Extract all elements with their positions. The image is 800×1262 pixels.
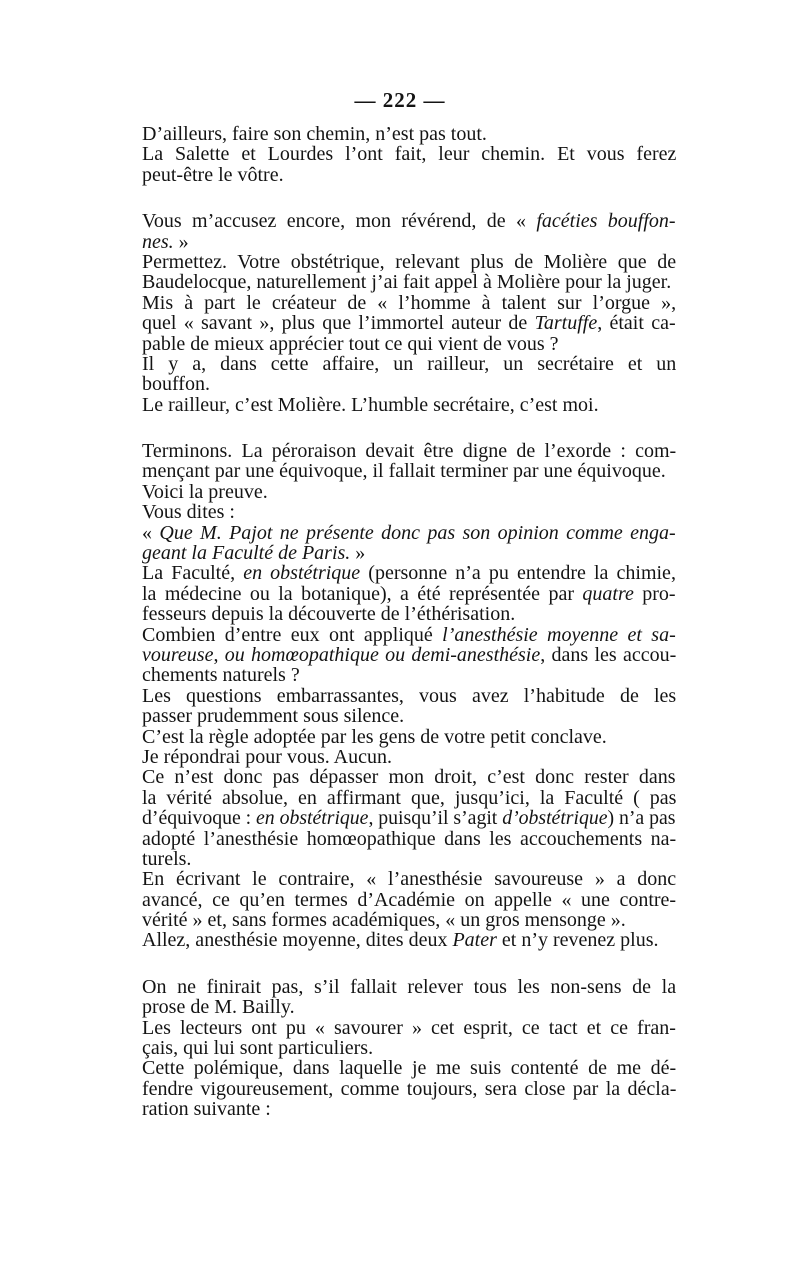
paragraph [142, 747, 676, 767]
text-run: bouffon. [142, 373, 210, 396]
text-run: » [173, 230, 189, 253]
paragraph [142, 767, 676, 869]
text-run: peut-être le vôtre. [142, 163, 284, 186]
text-run: La Salette et Lourdes l’ont fait, leur chemin. Et vous ferez [142, 143, 677, 166]
text-line [142, 890, 676, 910]
text-line [142, 252, 676, 272]
text-line [142, 441, 676, 461]
italic-run: quatre [582, 582, 634, 605]
italic-run: voureuse [142, 643, 214, 666]
text-run: turels. [142, 847, 192, 870]
text-run: , puisqu’il s’agit [368, 807, 503, 830]
text-line [142, 869, 676, 889]
paragraph [142, 395, 676, 415]
text-line [142, 502, 676, 522]
italic-run: Pater [452, 929, 497, 952]
paragraph [142, 563, 676, 624]
italic-run: l’anesthésie moyenne et sa- [442, 623, 676, 646]
text-run: çais, qui lui sont particuliers. [142, 1037, 374, 1060]
italic-run: en obstétrique [243, 562, 361, 585]
text-line [142, 1099, 676, 1119]
page-number: — 222 — [354, 88, 446, 112]
text-run: mençant par une équivoque, il fallait terminer par une équivoque. [142, 460, 666, 483]
text-line [142, 232, 676, 252]
italic-run: Tartuffe [534, 312, 598, 335]
text-run: Ce n’est donc pas dépasser mon droit, c’est donc rester dans [142, 766, 676, 789]
text-run: , [213, 643, 225, 666]
text-line [142, 788, 676, 808]
text-run: Terminons. La péroraison devait être digne de l’exorde : com- [142, 440, 677, 463]
italic-run: nes. [142, 230, 174, 253]
text-line [142, 482, 676, 502]
text-run: D’ailleurs, faire son chemin, n’est pas tout. [142, 123, 487, 145]
section-gap [142, 185, 676, 211]
text-run: ) n’a pas [607, 807, 676, 830]
text-line [142, 977, 676, 997]
text-run: la médecine ou la botanique), a été représentée par [142, 582, 583, 605]
text-line [142, 1079, 676, 1099]
paragraph [142, 252, 676, 293]
text-run: Combien d’entre eux ont appliqué [142, 623, 443, 646]
text-run: d’équivoque : [142, 807, 257, 830]
section-gap [142, 951, 676, 977]
text-line [142, 930, 676, 950]
body-text [142, 124, 676, 1120]
text-line [142, 997, 676, 1017]
text-run: quel « savant », plus que l’immortel auteur de [142, 312, 535, 335]
text-run: , était ca- [597, 312, 676, 335]
text-run: » [350, 542, 366, 565]
paragraph [142, 211, 676, 252]
italic-run: ou homœopathique ou demi-anesthésie [224, 643, 541, 666]
paragraph [142, 1018, 676, 1059]
paragraph [142, 686, 676, 727]
paragraph [142, 625, 676, 686]
text-run: En écrivant le contraire, « l’anesthésie savoureuse » a donc [142, 868, 677, 891]
italic-run: Que M. Pajot ne présente donc pas son opinion comme enga- [159, 521, 676, 544]
paragraph [142, 523, 676, 564]
paragraph [142, 977, 676, 1018]
text-line [142, 1058, 676, 1078]
text-line [142, 211, 676, 231]
text-line [142, 374, 676, 394]
text-run: Mis à part le créateur de « l’homme à talent sur l’orgue », [142, 291, 677, 314]
text-line [142, 523, 676, 543]
paragraph [142, 144, 676, 185]
text-line [142, 808, 676, 828]
text-run: « [142, 521, 160, 544]
paragraph [142, 354, 676, 395]
italic-run: facéties bouffon- [536, 210, 676, 233]
paragraph [142, 124, 676, 144]
text-line [142, 829, 676, 849]
text-run: vérité » et, sans formes académiques, « un gros mensonge ». [142, 909, 626, 932]
paragraph [142, 930, 676, 950]
text-run: la vérité absolue, en affirmant que, jusqu’ici, la Faculté ( pas [142, 786, 677, 809]
text-line [142, 165, 676, 185]
text-run: Il y a, dans cette affaire, un railleur, un secrétaire et un [142, 352, 677, 375]
text-run: fendre vigoureusement, comme toujours, sera close par la décla- [142, 1077, 677, 1100]
text-run: Je répondrai pour vous. Aucun. [142, 745, 392, 768]
text-line [142, 584, 676, 604]
text-line [142, 1018, 676, 1038]
text-run: , dans les accou- [540, 643, 677, 666]
text-line [142, 354, 676, 374]
text-run: chements naturels ? [142, 664, 300, 687]
text-line [142, 604, 676, 624]
text-run: Vous dites : [142, 501, 235, 524]
text-line [142, 849, 676, 869]
text-run: Baudelocque, naturellement j’ai fait appel à Molière pour la juger. [142, 271, 672, 294]
text-run: Les questions embarrassantes, vous avez l’habitude de les [142, 684, 677, 707]
paragraph [142, 1058, 676, 1119]
section-gap [142, 415, 676, 441]
text-line [142, 313, 676, 333]
text-run: adopté l’anesthésie homœopathique dans les accouchements na- [142, 827, 677, 850]
text-line [142, 293, 676, 313]
text-run: pable de mieux apprécier tout ce qui vient de vous ? [142, 332, 559, 355]
text-run: prose de M. Bailly. [142, 996, 295, 1019]
text-run: Les lecteurs ont pu « savourer » cet esprit, ce tact et ce fran- [142, 1016, 676, 1039]
text-run: Permettez. Votre obstétrique, relevant plus de Molière que de [142, 250, 677, 273]
text-run: avancé, ce qu’en termes d’Académie on appelle « une contre- [142, 888, 677, 911]
italic-run: geant la Faculté de Paris. [142, 542, 351, 565]
text-run: fesseurs depuis la découverte de l’éthérisation. [142, 603, 516, 626]
text-line [142, 334, 676, 354]
italic-run: d’obstétrique [502, 807, 608, 830]
text-line [142, 543, 676, 563]
text-line [142, 124, 676, 144]
italic-run: en obstétrique [256, 807, 369, 830]
text-line [142, 563, 676, 583]
paragraph [142, 502, 676, 522]
text-line [142, 727, 676, 747]
text-line [142, 144, 676, 164]
text-run: pro- [633, 582, 676, 605]
text-line [142, 747, 676, 767]
text-line [142, 910, 676, 930]
text-line [142, 767, 676, 787]
text-run: passer prudemment sous silence. [142, 705, 405, 728]
text-line [142, 1038, 676, 1058]
text-line [142, 686, 676, 706]
text-run: Vous m’accusez encore, mon révérend, de « [142, 210, 537, 233]
text-run: Cette polémique, dans laquelle je me suis contenté de me dé- [142, 1057, 677, 1080]
paragraph [142, 441, 676, 482]
text-line [142, 706, 676, 726]
text-run: C’est la règle adoptée par les gens de votre petit conclave. [142, 725, 607, 748]
text-line [142, 645, 676, 665]
text-run: (personne n’a pu entendre la chimie, [360, 562, 676, 585]
text-line [142, 665, 676, 685]
paragraph [142, 482, 676, 502]
paragraph [142, 727, 676, 747]
text-line [142, 625, 676, 645]
text-line [142, 272, 676, 292]
text-run: et n’y revenez plus. [496, 929, 659, 952]
text-run: ration suivante : [142, 1098, 271, 1121]
paragraph [142, 869, 676, 930]
text-run: Voici la preuve. [142, 480, 268, 503]
text-line [142, 395, 676, 415]
text-run: La Faculté, [142, 562, 244, 585]
text-run: On ne finirait pas, s’il fallait relever tous les non-sens de la [142, 975, 677, 998]
paragraph [142, 293, 676, 354]
text-line [142, 461, 676, 481]
text-run: Allez, anesthésie moyenne, dites deux [142, 929, 453, 952]
text-run: Le railleur, c’est Molière. L’humble secrétaire, c’est moi. [142, 393, 599, 416]
